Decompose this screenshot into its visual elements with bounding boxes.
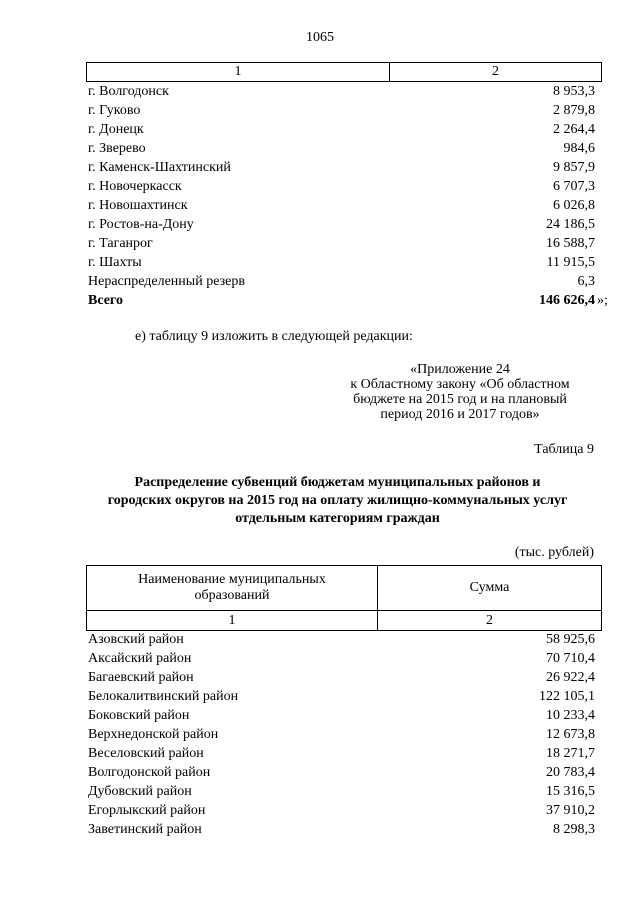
row-value: 18 271,7 [546, 746, 595, 761]
row-name: г. Новочеркасск [88, 179, 182, 194]
row-value: 15 316,5 [546, 784, 595, 799]
row-name: Заветинский район [88, 822, 202, 837]
instruction-text: е) таблицу 9 изложить в следующей редакции: [135, 329, 413, 344]
row-name: г. Ростов-на-Дону [88, 217, 194, 232]
row-value: 6 707,3 [553, 179, 595, 194]
appendix-line: «Приложение 24 [410, 362, 510, 377]
table-label: Таблица 9 [534, 442, 594, 457]
table-row [88, 196, 595, 215]
table-row [88, 801, 595, 820]
row-value: 6,3 [577, 274, 595, 289]
table-row [88, 649, 595, 668]
appendix-line: период 2016 и 2017 годов» [380, 407, 540, 422]
table2-col2-number: 2 [486, 612, 493, 628]
row-name: г. Таганрог [88, 236, 153, 251]
table-row [88, 744, 595, 763]
table-row [88, 630, 595, 649]
row-value: 11 915,5 [546, 255, 595, 270]
header-sum-cell: Сумма [469, 580, 510, 595]
page-number: 1065 [306, 30, 334, 45]
row-value: 6 026,8 [553, 198, 595, 213]
appendix-line: бюджете на 2015 год и на плановый [353, 392, 567, 407]
row-name: Веселовский район [88, 746, 204, 761]
table-row [88, 177, 595, 196]
total-row [88, 291, 595, 310]
row-value: 58 925,6 [546, 632, 595, 647]
table-row [88, 668, 595, 687]
title-line: отдельным категориям граждан [235, 511, 440, 526]
title-line: Распределение субвенций бюджетам муниципальных районов и [134, 475, 541, 490]
row-name: г. Каменск-Шахтинский [88, 160, 231, 175]
row-name: Егорлыкский район [88, 803, 206, 818]
row-name: Волгодонской район [88, 765, 211, 780]
table-row [88, 272, 595, 291]
table-row [88, 82, 595, 101]
table1-body [88, 82, 595, 310]
table1-col1-number: 1 [87, 63, 390, 81]
row-value: 20 783,4 [546, 765, 595, 780]
row-name: Аксайский район [88, 651, 192, 666]
row-value: 9 857,9 [553, 160, 595, 175]
total-value: 146 626,4 [539, 293, 595, 308]
table1-header [86, 62, 602, 82]
table-row [88, 782, 595, 801]
title-line: городских округов на 2015 год на оплату жилищно-коммунальных услуг [107, 493, 568, 508]
row-name: Верхнедонской район [88, 727, 219, 742]
table2-header [86, 565, 602, 631]
table-row [88, 139, 595, 158]
table-row [88, 725, 595, 744]
table-row [88, 820, 595, 839]
table2-body [88, 630, 595, 839]
header-name-cell [87, 566, 378, 610]
appendix-reference [320, 362, 600, 422]
appendix-line: к Областному закону «Об областном [350, 377, 570, 392]
row-value: 8 953,3 [553, 84, 595, 99]
table-row [88, 234, 595, 253]
table-row [88, 158, 595, 177]
row-value: 2 264,4 [553, 122, 595, 137]
row-name: Боковский район [88, 708, 190, 723]
row-name: г. Новошахтинск [88, 198, 188, 213]
table-row [88, 101, 595, 120]
row-value: 122 105,1 [539, 689, 595, 704]
row-value: 70 710,4 [546, 651, 595, 666]
row-name: Багаевский район [88, 670, 194, 685]
header-name-line: образований [194, 588, 270, 603]
total-label: Всего [88, 293, 123, 308]
table-row [88, 215, 595, 234]
row-value: 12 673,8 [546, 727, 595, 742]
header-name-line: Наименование муниципальных [138, 572, 326, 587]
row-value: 10 233,4 [546, 708, 595, 723]
closing-quote: »; [597, 293, 608, 308]
table-title [60, 474, 615, 528]
row-value: 24 186,5 [546, 217, 595, 232]
table2-col1-number: 1 [87, 611, 378, 630]
table-row [88, 706, 595, 725]
row-value: 16 588,7 [546, 236, 595, 251]
row-name: г. Волгодонск [88, 84, 169, 99]
table-row [88, 687, 595, 706]
row-name: Азовский район [88, 632, 184, 647]
units-label: (тыс. рублей) [514, 545, 594, 560]
row-name: Белокалитвинский район [88, 689, 239, 704]
row-name: г. Донецк [88, 122, 144, 137]
row-name: Нераспределенный резерв [88, 274, 245, 289]
row-name: г. Шахты [88, 255, 142, 270]
row-value: 8 298,3 [553, 822, 595, 837]
row-name: г. Зверево [88, 141, 146, 156]
table-row [88, 253, 595, 272]
table-row [88, 763, 595, 782]
row-name: г. Гуково [88, 103, 141, 118]
row-value: 2 879,8 [553, 103, 595, 118]
table1-col2-number: 2 [492, 64, 499, 79]
row-value: 26 922,4 [546, 670, 595, 685]
row-value: 984,6 [563, 141, 595, 156]
row-value: 37 910,2 [546, 803, 595, 818]
table-row [88, 120, 595, 139]
row-name: Дубовский район [88, 784, 192, 799]
